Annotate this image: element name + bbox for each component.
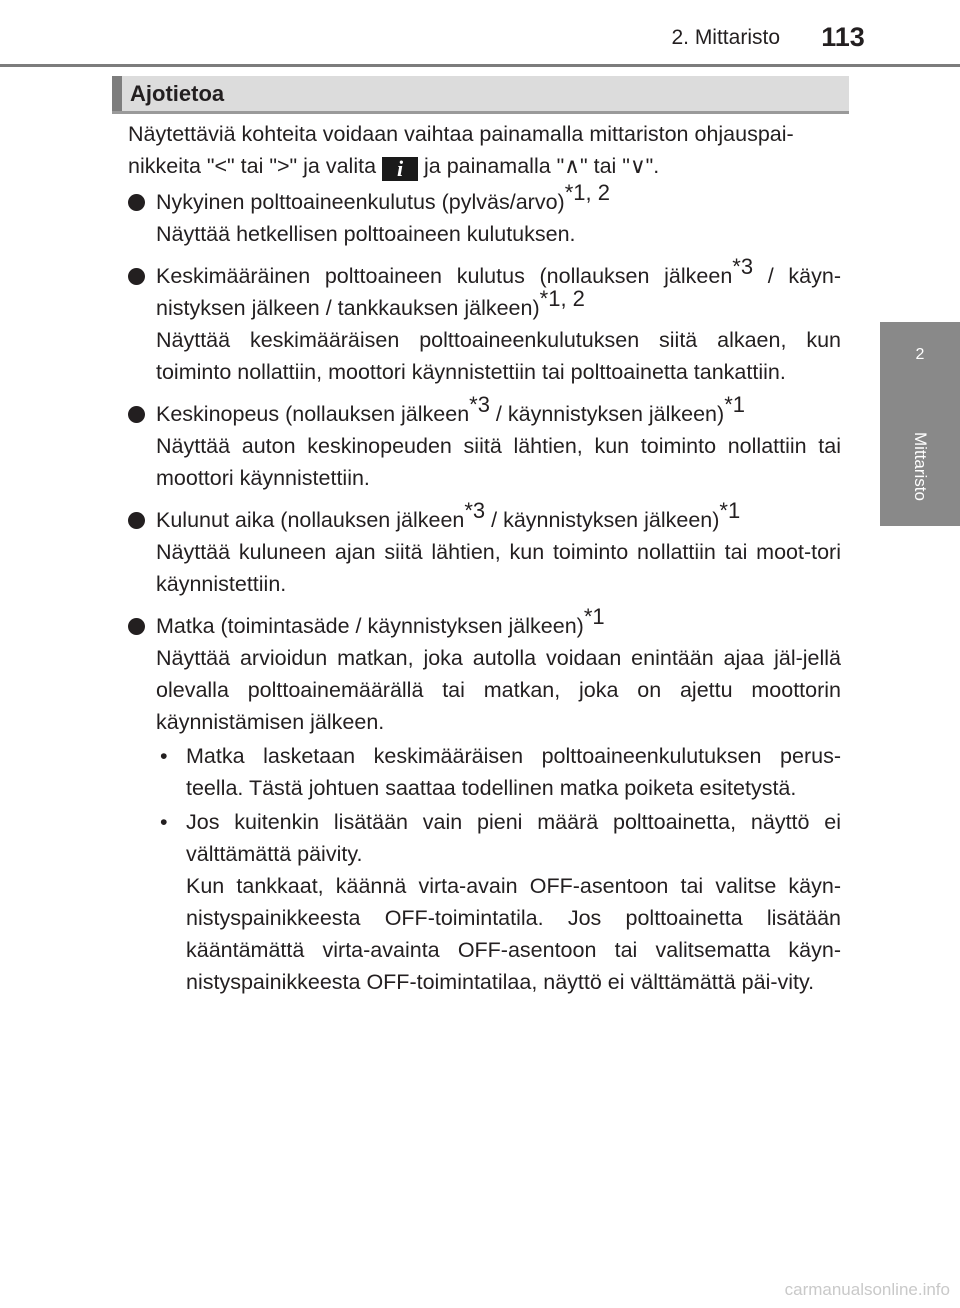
item-title-part-2: / käyn-nistyksen jälkeen / tankkauksen jälkeen): [156, 264, 841, 320]
sub-list-item: [128, 806, 841, 870]
footnote-ref: *3: [464, 498, 486, 523]
sub-item-text: Jos kuitenkin lisätään vain pieni määrä polttoainetta, näyttö ei välttämättä päivity.: [186, 810, 841, 866]
footnote-ref: *1, 2: [564, 180, 610, 205]
item-title-part-2: / käynnistyksen jälkeen): [485, 508, 720, 532]
footnote-ref: *3: [469, 392, 490, 417]
footnote-ref: *3: [732, 254, 754, 279]
side-tab-label: Mittaristo: [911, 431, 930, 501]
item-title-part-1: Kulunut aika (nollauksen jälkeen: [156, 508, 465, 532]
item-description: Näyttää arvioidun matkan, joka autolla voidaan enintään ajaa jäl-jellä olevalla polttoainemäärällä tai matkan, joka on ajettu moottorin käynnistämisen jälkeen.: [156, 646, 841, 734]
section-bar-marker: [112, 76, 122, 111]
list-item: [128, 498, 841, 536]
bullet-icon: [128, 406, 145, 423]
side-tab-number: 2: [915, 346, 925, 363]
sub-list-item: [128, 740, 841, 804]
intro-text-after-icon: ja painamalla "∧" tai "∨".: [418, 154, 660, 178]
item-title: Matka (toimintasäde / käynnistyksen jälkeen): [156, 614, 584, 638]
section-title: Ajotietoa: [130, 81, 225, 106]
intro-text-before-icon: nikkeita "<" tai ">" ja valita: [128, 154, 383, 178]
item-title-part-1: Keskinopeus (nollauksen jälkeen: [156, 402, 470, 426]
section-heading-bar: [112, 76, 849, 114]
intro-line-2: [128, 150, 841, 182]
bullet-icon: [128, 194, 145, 211]
watermark: carmanualsonline.info: [784, 1280, 950, 1299]
list-item: [128, 604, 841, 642]
sub-bullet-icon: •: [160, 744, 168, 768]
page-content: [128, 118, 841, 998]
item-description: Näyttää hetkellisen polttoaineen kulutuksen.: [156, 222, 576, 246]
footnote-ref: *1: [724, 392, 745, 417]
page-number: 113: [821, 22, 865, 52]
bullet-icon: [128, 512, 145, 529]
footnote-ref: *1: [583, 604, 605, 629]
footnote-ref: *1, 2: [539, 286, 585, 311]
chapter-side-tab: [880, 322, 960, 526]
item-description: Näyttää auton keskinopeuden siitä lähtien, kun toiminto nollattiin tai moottori käynnistettiin.: [156, 434, 841, 490]
list-item: [128, 254, 841, 324]
list-item: [128, 180, 841, 218]
bullet-icon: [128, 618, 145, 635]
item-title: Nykyinen polttoaineenkulutus (pylväs/arvo): [156, 190, 565, 214]
footnote-ref: *1: [719, 498, 741, 523]
sub-bullet-icon: •: [160, 810, 168, 834]
header-chapter-title: 2. Mittaristo: [671, 26, 780, 49]
item-title-part-2: / käynnistyksen jälkeen): [489, 402, 725, 426]
list-item: [128, 392, 841, 430]
intro-line-1: Näytettäviä kohteita voidaan vaihtaa painamalla mittariston ohjauspai-: [128, 122, 794, 146]
sub-item-text: Matka lasketaan keskimääräisen polttoaineenkulutuksen perus-teella. Tästä johtuen saattaa todellinen matka poiketa esitetystä.: [186, 744, 841, 800]
bullet-icon: [128, 268, 145, 285]
info-icon: i: [382, 157, 418, 181]
item-description: Näyttää keskimääräisen polttoaineenkulutuksen siitä alkaen, kun toiminto nollattiin, moottori käynnistettiin tai polttoainetta tankattiin.: [156, 328, 841, 384]
item-description: Näyttää kuluneen ajan siitä lähtien, kun toiminto nollattiin tai moot-tori käynnistettiin.: [156, 540, 841, 596]
sub-item-note: Kun tankkaat, käännä virta-avain OFF-asentoon tai valitse käyn-nistyspainikkeesta OFF-toimintatila. Jos polttoainetta lisätään kääntämättä virta-avainta OFF-asentoon tai valitsematta käyn-nistyspainikkeesta OFF-toimintatilaa, näyttö ei välttämättä päi-vity.: [186, 874, 841, 994]
header-rule: [0, 64, 960, 67]
item-title-part-1: Keskimääräinen polttoaineen kulutus (nollauksen jälkeen: [156, 264, 733, 288]
